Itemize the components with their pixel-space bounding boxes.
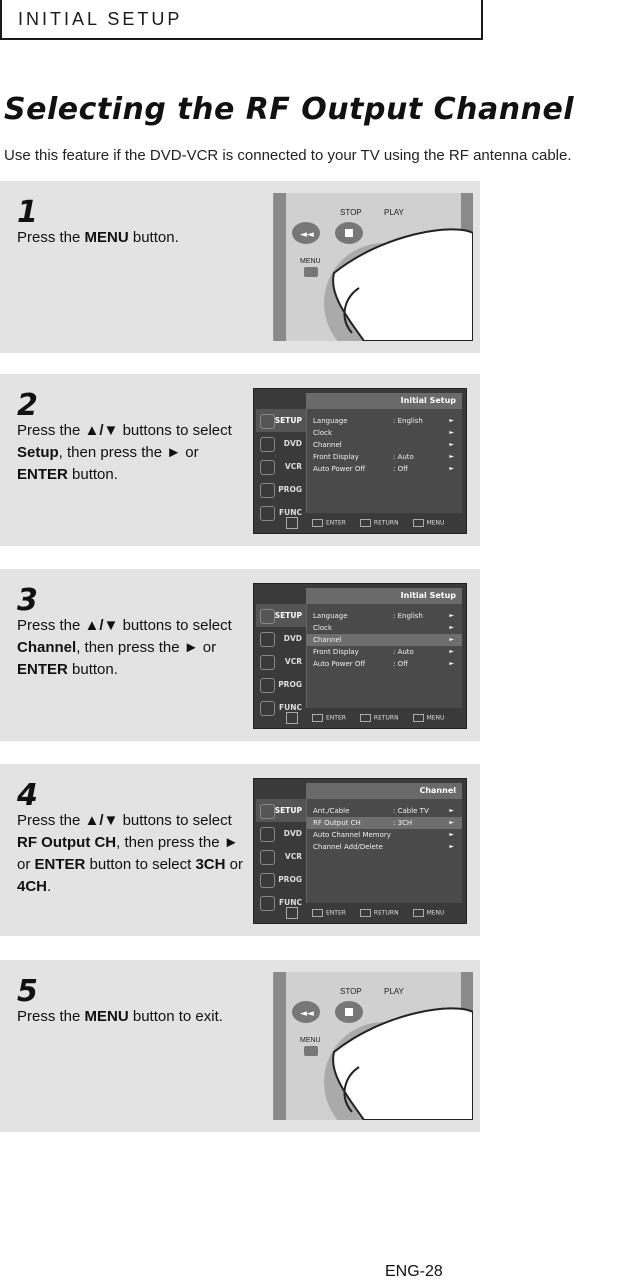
text-key: 4CH xyxy=(17,878,48,895)
remote-menu-label: MENU xyxy=(300,258,321,265)
step-number: 2 xyxy=(17,388,38,423)
menu-category-icon xyxy=(260,632,275,647)
osd-sidebar-label: SETUP xyxy=(274,611,302,620)
osd-sidebar-item xyxy=(256,650,306,673)
menu-category-icon xyxy=(260,655,275,670)
osd-sidebar-label: SETUP xyxy=(274,806,302,815)
osd-sidebar-label: DVD xyxy=(283,439,302,448)
osd-menu-row xyxy=(307,634,462,646)
remote-play-label: PLAY xyxy=(384,208,404,217)
step-1 xyxy=(0,181,480,353)
text-key: ▲/▼ xyxy=(84,812,119,829)
osd-sidebar xyxy=(256,799,306,914)
osd-title: Initial Setup xyxy=(306,393,462,409)
osd-sidebar-item xyxy=(256,822,306,845)
remote-stop-label: STOP xyxy=(340,987,362,996)
osd-row-value: : Auto xyxy=(393,648,414,656)
osd-menu-row xyxy=(307,439,462,451)
osd-row-label: Front Display xyxy=(313,648,359,656)
osd-row-value: : English xyxy=(393,417,423,425)
text-part: , then press the ► or xyxy=(58,444,199,461)
osd-screen xyxy=(253,778,467,924)
osd-row-label: Clock xyxy=(313,624,333,632)
osd-sidebar-item xyxy=(256,845,306,868)
osd-footer-label: MENU xyxy=(426,519,445,527)
text-part: Press the xyxy=(17,1008,85,1025)
osd-sidebar-label: FUNC xyxy=(279,703,302,712)
text-part: buttons to select xyxy=(118,812,232,829)
osd-row-arrow: ► xyxy=(449,624,454,631)
text-key: ENTER xyxy=(34,856,86,873)
osd-sidebar-item xyxy=(256,673,306,696)
menu-category-icon xyxy=(260,437,275,452)
step-instruction xyxy=(17,1006,252,1028)
text-part: button. xyxy=(128,229,179,246)
osd-footer xyxy=(256,906,462,920)
text-part: Press the xyxy=(17,617,85,634)
osd-menu-row xyxy=(307,805,462,817)
text-part: Press the xyxy=(17,812,85,829)
remote-illustration xyxy=(273,193,473,341)
osd-sidebar-label: FUNC xyxy=(279,898,302,907)
osd-footer-menu xyxy=(413,909,445,917)
text-key: Channel xyxy=(17,639,77,656)
osd-footer-label: ENTER xyxy=(326,909,346,917)
menu-category-icon xyxy=(260,804,275,819)
osd-row-arrow: ► xyxy=(449,636,454,643)
osd-row-arrow: ► xyxy=(449,417,454,424)
osd-sidebar-item xyxy=(256,604,306,627)
osd-menu-row xyxy=(307,646,462,658)
osd-sidebar-label: SETUP xyxy=(274,416,302,425)
osd-menu-list xyxy=(306,604,462,708)
osd-row-label: Clock xyxy=(313,429,333,437)
osd-screen xyxy=(253,583,467,729)
return-key-icon xyxy=(360,519,371,527)
menu-category-icon xyxy=(260,873,275,888)
step-instruction xyxy=(17,810,252,898)
menu-category-icon xyxy=(260,460,275,475)
osd-menu-list xyxy=(306,799,462,903)
osd-row-value: : Cable TV xyxy=(393,807,429,815)
osd-menu-row xyxy=(307,622,462,634)
osd-sidebar-item xyxy=(256,432,306,455)
osd-sidebar-label: VCR xyxy=(284,657,302,666)
osd-sidebar-item xyxy=(256,455,306,478)
menu-category-icon xyxy=(260,414,275,429)
osd-menu-row xyxy=(307,829,462,841)
osd-footer-enter xyxy=(312,519,346,527)
return-key-icon xyxy=(360,909,371,917)
osd-menu-row xyxy=(307,841,462,853)
menu-category-icon xyxy=(260,609,275,624)
step-4 xyxy=(0,764,480,936)
osd-row-arrow: ► xyxy=(449,648,454,655)
osd-footer-label: ENTER xyxy=(326,519,346,527)
osd-row-label: Channel xyxy=(313,636,342,644)
osd-footer-label: MENU xyxy=(426,909,445,917)
osd-footer-enter xyxy=(312,714,346,722)
osd-menu-list xyxy=(306,409,462,513)
osd-row-arrow: ► xyxy=(449,819,454,826)
osd-row-arrow: ► xyxy=(449,843,454,850)
osd-footer-menu xyxy=(413,714,445,722)
step-2 xyxy=(0,374,480,546)
step-3 xyxy=(0,569,480,741)
step-instruction xyxy=(17,615,252,681)
osd-menu-row xyxy=(307,451,462,463)
osd-footer-label: RETURN xyxy=(373,909,399,917)
osd-row-arrow: ► xyxy=(449,465,454,472)
text-key: 3CH xyxy=(195,856,226,873)
osd-row-label: Language xyxy=(313,612,348,620)
text-part: button to select xyxy=(85,856,196,873)
remote-menu-label: MENU xyxy=(300,1037,321,1044)
text-part: , then press the ► or xyxy=(76,639,217,656)
text-part: button. xyxy=(67,661,118,678)
osd-footer-label: RETURN xyxy=(373,714,399,722)
osd-row-value: : Off xyxy=(393,660,408,668)
text-part: buttons to select xyxy=(118,422,232,439)
osd-row-value: : 3CH xyxy=(393,819,413,827)
move-icon xyxy=(286,712,298,724)
enter-key-icon xyxy=(312,909,323,917)
osd-footer-return xyxy=(360,714,399,722)
menu-category-icon xyxy=(260,850,275,865)
svg-text:◄◄: ◄◄ xyxy=(300,230,314,240)
osd-row-label: Ant./Cable xyxy=(313,807,350,815)
osd-menu-row xyxy=(307,415,462,427)
osd-sidebar-item xyxy=(256,868,306,891)
text-key: ENTER xyxy=(17,661,68,678)
osd-screen xyxy=(253,388,467,534)
osd-sidebar-item xyxy=(256,478,306,501)
intro-text: Use this feature if the DVD-VCR is connected to your TV using the RF antenna cable. xyxy=(4,147,572,164)
osd-row-label: Front Display xyxy=(313,453,359,461)
move-icon xyxy=(286,517,298,529)
text-key: MENU xyxy=(84,1008,129,1025)
text-part: or xyxy=(225,856,243,873)
osd-row-label: RF Output CH xyxy=(313,819,361,827)
text-key: MENU xyxy=(84,229,129,246)
move-icon xyxy=(286,907,298,919)
osd-footer-label: RETURN xyxy=(373,519,399,527)
step-instruction xyxy=(17,420,252,486)
text-key: ▲/▼ xyxy=(84,617,119,634)
osd-sidebar-label: DVD xyxy=(283,829,302,838)
text-key: RF Output CH xyxy=(17,834,117,851)
osd-row-arrow: ► xyxy=(449,612,454,619)
step-number: 4 xyxy=(17,778,38,813)
osd-title: Initial Setup xyxy=(306,588,462,604)
osd-row-arrow: ► xyxy=(449,807,454,814)
text-part: buttons to select xyxy=(118,617,232,634)
step-number: 5 xyxy=(17,974,38,1009)
section-header xyxy=(0,0,483,40)
enter-key-icon xyxy=(312,519,323,527)
enter-key-icon xyxy=(312,714,323,722)
text-key: ▲/▼ xyxy=(84,422,119,439)
menu-category-icon xyxy=(260,827,275,842)
osd-sidebar-label: PROG xyxy=(278,485,302,494)
text-key: Setup xyxy=(17,444,59,461)
osd-footer-menu xyxy=(413,519,445,527)
osd-sidebar-label: FUNC xyxy=(279,508,302,517)
menu-key-icon xyxy=(413,909,424,917)
osd-menu-row xyxy=(307,610,462,622)
osd-row-arrow: ► xyxy=(449,441,454,448)
osd-row-arrow: ► xyxy=(449,831,454,838)
osd-sidebar xyxy=(256,604,306,719)
osd-row-label: Channel Add/Delete xyxy=(313,843,383,851)
osd-row-arrow: ► xyxy=(449,429,454,436)
osd-sidebar-item xyxy=(256,799,306,822)
menu-key-icon xyxy=(413,519,424,527)
osd-sidebar-label: PROG xyxy=(278,680,302,689)
menu-key-icon xyxy=(413,714,424,722)
text-part: . xyxy=(47,878,52,895)
osd-row-arrow: ► xyxy=(449,660,454,667)
osd-sidebar-item xyxy=(256,409,306,432)
osd-menu-row xyxy=(307,427,462,439)
osd-row-label: Auto Power Off xyxy=(313,465,366,473)
osd-footer-enter xyxy=(312,909,346,917)
page-number: ENG-28 xyxy=(385,1263,443,1280)
osd-footer-label: MENU xyxy=(426,714,445,722)
osd-sidebar-label: VCR xyxy=(284,852,302,861)
osd-footer-return xyxy=(360,909,399,917)
text-part: button to exit. xyxy=(128,1008,223,1025)
osd-row-value: : English xyxy=(393,612,423,620)
menu-category-icon xyxy=(260,678,275,693)
osd-footer xyxy=(256,711,462,725)
section-label: INITIAL SETUP xyxy=(18,8,183,29)
osd-footer-label: ENTER xyxy=(326,714,346,722)
step-number: 3 xyxy=(17,583,38,618)
osd-sidebar-label: PROG xyxy=(278,875,302,884)
osd-sidebar-label: VCR xyxy=(284,462,302,471)
remote-play-label: PLAY xyxy=(384,987,404,996)
osd-row-value: : Off xyxy=(393,465,408,473)
osd-menu-row xyxy=(307,817,462,829)
osd-sidebar xyxy=(256,409,306,524)
text-part: button. xyxy=(67,466,118,483)
step-number: 1 xyxy=(17,195,38,230)
osd-row-label: Auto Channel Memory xyxy=(313,831,391,839)
osd-row-label: Channel xyxy=(313,441,342,449)
osd-sidebar-item xyxy=(256,627,306,650)
osd-row-label: Language xyxy=(313,417,348,425)
step-instruction xyxy=(17,227,252,249)
text-part: , then press the ► or xyxy=(17,834,239,873)
page-title: Selecting the RF Output Channel xyxy=(4,92,575,127)
return-key-icon xyxy=(360,714,371,722)
text-part: Press the xyxy=(17,422,85,439)
osd-row-label: Auto Power Off xyxy=(313,660,366,668)
osd-sidebar-label: DVD xyxy=(283,634,302,643)
osd-footer-return xyxy=(360,519,399,527)
text-key: ENTER xyxy=(17,466,68,483)
osd-menu-row xyxy=(307,658,462,670)
osd-menu-row xyxy=(307,463,462,475)
text-part: Press the xyxy=(17,229,85,246)
osd-footer xyxy=(256,516,462,530)
remote-illustration xyxy=(273,972,473,1120)
remote-stop-label: STOP xyxy=(340,208,362,217)
osd-row-value: : Auto xyxy=(393,453,414,461)
svg-text:◄◄: ◄◄ xyxy=(300,1009,314,1019)
osd-row-arrow: ► xyxy=(449,453,454,460)
menu-category-icon xyxy=(260,483,275,498)
step-5 xyxy=(0,960,480,1132)
osd-title: Channel xyxy=(306,783,462,799)
